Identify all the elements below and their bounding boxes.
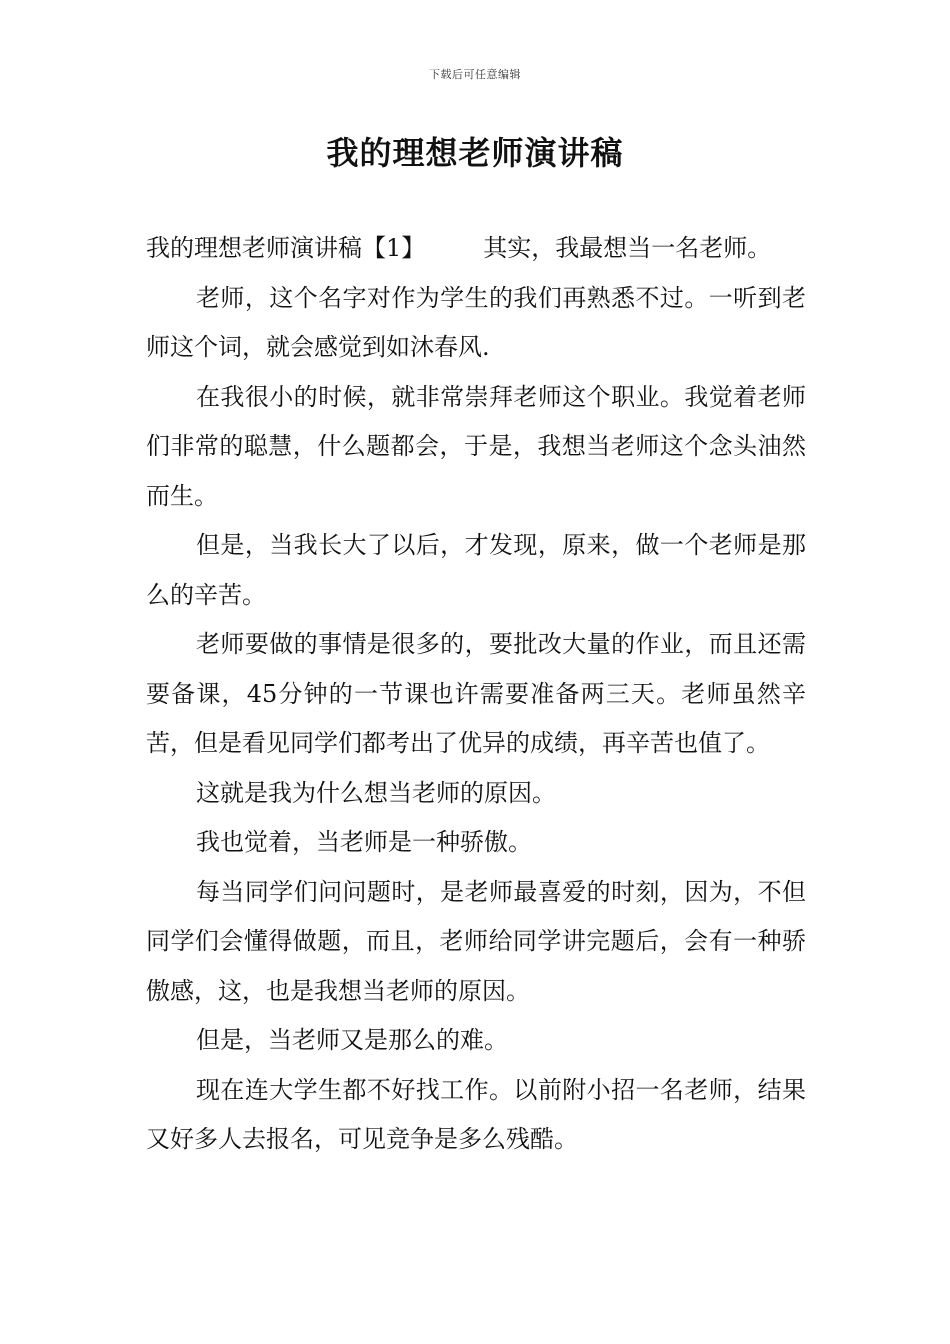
paragraph: 每当同学们问问题时，是老师最喜爱的时刻，因为，不但同学们会懂得做题，而且，老师给同学讲完题后，会有一种骄傲感，这，也是我想当老师的原因。 <box>146 877 806 1005</box>
opening-sentence: 其实，我最想当一名老师。 <box>483 234 772 262</box>
paragraph: 现在连大学生都不好找工作。以前附小招一名老师，结果又好多人去报名，可见竞争是多么残酷。 <box>146 1075 806 1153</box>
page-header-note: 下载后可任意编辑 <box>429 68 521 81</box>
opening-line <box>146 224 806 274</box>
paragraph: 这就是我为什么想当老师的原因。 <box>196 778 556 807</box>
document-body <box>146 224 806 1165</box>
paragraph: 我也觉着，当老师是一种骄傲。 <box>196 828 532 856</box>
paragraph: 老师，这个名字对作为学生的我们再熟悉不过。一听到老师这个词，就会感觉到如沐春风. <box>146 283 806 361</box>
paragraph: 老师要做的事情是很多的，要批改大量的作业，而且还需要备课，45分钟的一节课也许需要准备两三天。老师虽然辛苦，但是看见同学们都考出了优异的成绩，再辛苦也值了。 <box>146 630 806 757</box>
document-title: 我的理想老师演讲稿 <box>326 134 624 172</box>
paragraph: 在我很小的时候，就非常崇拜老师这个职业。我觉着老师们非常的聪慧，什么题都会，于是，我想当老师这个念头油然而生。 <box>146 382 806 510</box>
paragraph: 但是，当老师又是那么的难。 <box>196 1026 508 1054</box>
section-heading: 我的理想老师演讲稿【1】 <box>146 234 426 262</box>
paragraph: 但是，当我长大了以后，才发现，原来，做一个老师是那么的辛苦。 <box>146 531 806 609</box>
